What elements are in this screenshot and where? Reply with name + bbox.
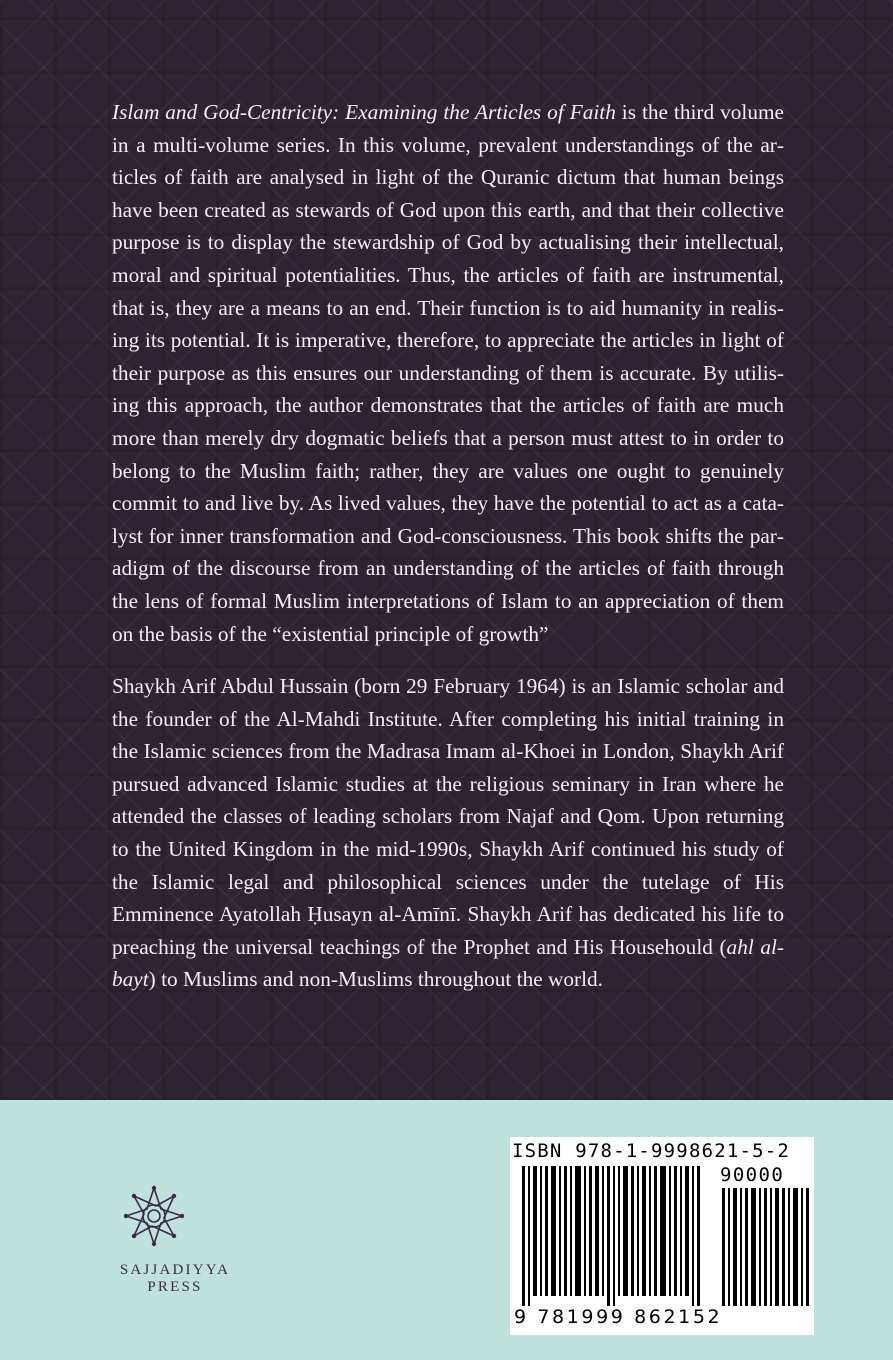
author-bio-italic-term: ahl al-bayt bbox=[112, 934, 784, 992]
author-bio-text-end: ) to Muslims and non-Muslims throughout the world. bbox=[148, 967, 603, 992]
ean-barcode bbox=[514, 1166, 706, 1306]
price-addon-barcode bbox=[720, 1188, 812, 1306]
price-code-label: 90000 bbox=[720, 1164, 785, 1186]
author-bio-text: Shaykh Arif Abdul Hussain (born 29 February 1964) is an Islamic scholar and the founder of the Al-Mahdi Institute. After completing his initial training in the Islamic sciences from the Madrasa Imam al-Khoei in London, Shaykh Arif pursued advanced Islamic studies at the religious seminary in Iran where he attended the classes of leading scholars from Najaf and Qom. Upon returning to the United Kingdom in the mid-1990s, Shaykh Arif continued his study of the Islamic legal and philosophical sciences under the tutelage of His Emminence Ayatollah Ḥusayn al-Amīnī. Shaykh Arif has dedicated his life to preaching the universal teachings of the Prophet and His Househould ( bbox=[112, 674, 784, 959]
book-description bbox=[112, 96, 784, 650]
publisher-name: SAJJADIYYA PRESS bbox=[119, 1262, 231, 1295]
back-cover-blurb bbox=[112, 96, 784, 996]
book-title-italic: Islam and God-Centricity: Examining the Articles of Faith bbox=[112, 100, 616, 124]
octagram-star-icon bbox=[123, 1185, 185, 1247]
ean-digits-label: 9 781999 862152 bbox=[514, 1306, 723, 1328]
book-description-text: is the third volume in a multi-volume series. In this volume, prevalent understandings of the articles of faith are analysed in light of the Quranic dictum that human beings have been created as stewards of God upon this earth, and that their collective purpose is to display the stewardship of God by actualising their intellectual, moral and spiritual potentialities. Thus, the articles of faith are instrumental, that is, they are a means to an end. Their function is to aid humanity in realising its potential. It is imperative, therefore, to appreciate the articles in light of their purpose as this ensures our understanding of them is accurate. By utilising this approach, the author demonstrates that the articles of faith are much more than merely dry dogmatic beliefs that a person must attest to in order to belong to the Muslim faith; rather, they are values one ought to genuinely commit to and live by. As lived values, they have the potential to act as a catalyst for inner transformation and God-consciousness. This book shifts the paradigm of the discourse from an understanding of the articles of faith through the lens of formal Muslim interpretations of Islam to an appreciation of them on the basis of the “existential principle of growth” bbox=[112, 100, 784, 646]
author-bio bbox=[112, 670, 784, 996]
isbn-label: ISBN 978-1-9998621-5-2 bbox=[512, 1140, 791, 1162]
